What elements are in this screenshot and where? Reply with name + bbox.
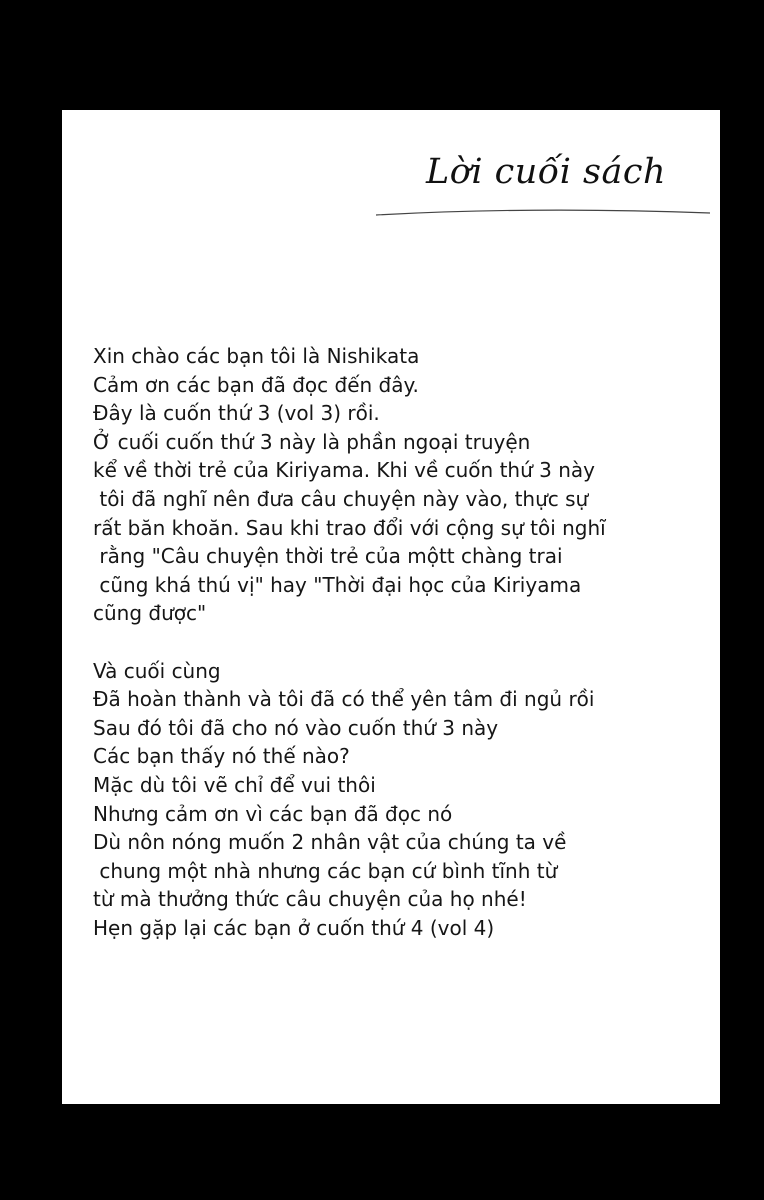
text-line: Và cuối cùng — [93, 658, 221, 683]
afterword-page — [62, 110, 720, 1104]
page-title: Lời cuối sách — [426, 152, 666, 192]
text-line: từ mà thưởng thức câu chuyện của họ nhé! — [93, 887, 527, 912]
text-line: Mặc dù tôi vẽ chỉ để vui thôi — [93, 772, 376, 797]
text-line: Các bạn thấy nó thế nào? — [93, 744, 350, 769]
text-line: Cảm ơn các bạn đã đọc đến đây. — [93, 372, 419, 397]
text-line: chung một nhà nhưng các bạn cứ bình tĩnh từ — [93, 858, 558, 883]
text-line: rằng "Câu chuyện thời trẻ của mộtt chàng trai — [93, 544, 563, 569]
paragraph-closing — [93, 657, 703, 943]
text-line: Đã hoàn thành và tôi đã có thể yên tâm đi ngủ rồi — [93, 687, 595, 712]
text-line: Xin chào các bạn tôi là Nishikata — [93, 344, 420, 368]
text-line: Dù nôn nóng muốn 2 nhân vật của chúng ta về — [93, 830, 567, 855]
text-line: Ở cuối cuốn thứ 3 này là phần ngoại truyện — [93, 429, 531, 454]
paragraph-spacer — [93, 628, 703, 657]
text-line: Sau đó tôi đã cho nó vào cuốn thứ 3 này — [93, 715, 499, 740]
title-underline — [376, 206, 710, 220]
text-line: Hẹn gặp lại các bạn ở cuốn thứ 4 (vol 4) — [93, 915, 495, 940]
text-line: kể về thời trẻ của Kiriyama. Khi về cuốn thứ 3 này — [93, 458, 595, 483]
paragraph-greeting — [93, 342, 703, 628]
text-line: rất băn khoăn. Sau khi trao đổi với cộng sự tôi nghĩ — [93, 515, 606, 540]
afterword-body — [93, 342, 703, 942]
text-line: Nhưng cảm ơn vì các bạn đã đọc nó — [93, 801, 453, 826]
text-line: cũng khá thú vị" hay "Thời đại học của Kiriyama — [93, 572, 582, 597]
text-line: tôi đã nghĩ nên đưa câu chuyện này vào, thực sự — [93, 486, 589, 511]
text-line: Đây là cuốn thứ 3 (vol 3) rồi. — [93, 401, 380, 426]
text-line: cũng được" — [93, 601, 207, 626]
